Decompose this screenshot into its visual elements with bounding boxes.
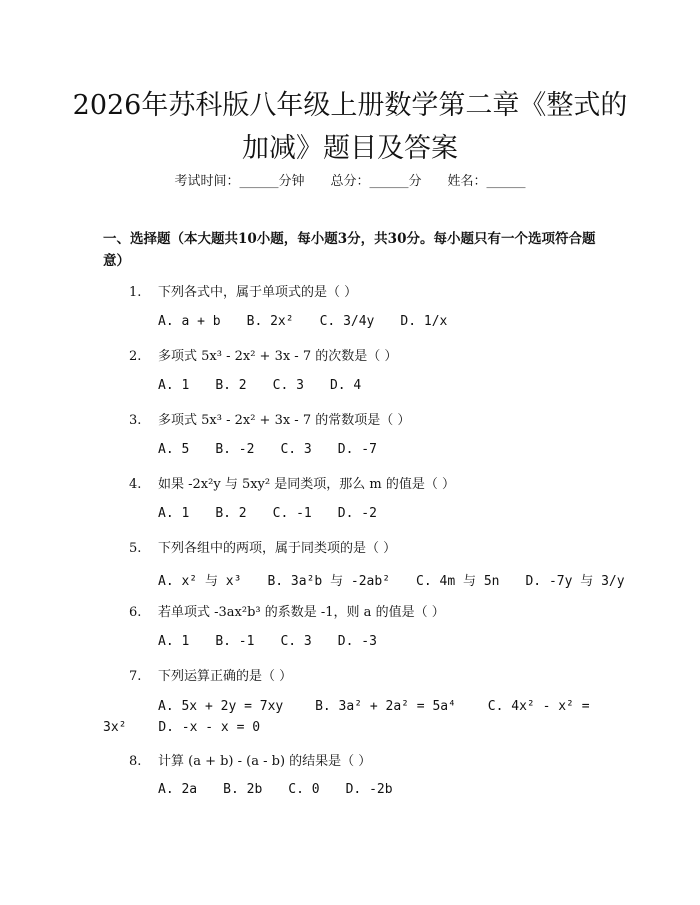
question-stem: 下列各组中的两项，属于同类项的是（ ） [158,541,397,556]
option-d: D. -2 [337,506,377,521]
option-a: A. 1 [158,506,190,521]
option-b: B. 2 [215,378,247,393]
question-stem: 多项式 5x³ - 2x² + 3x - 7 的常数项是（ ） [158,413,411,428]
question-stem: 下列运算正确的是（ ） [158,669,293,684]
option-c: C. 3 [272,378,304,393]
option-c: C. 4m 与 5n [416,574,500,589]
option-d: D. -3 [337,634,377,649]
question-number: 3. [129,413,142,428]
question-number: 1. [129,285,142,300]
option-a: A. 5 [158,442,190,457]
option-c: C. 3 [280,634,312,649]
question-8 [129,750,371,769]
option-d: D. -2b [345,782,393,797]
option-c: C. 4x² - x² = 3x² [103,699,590,735]
option-b: B. 3a²b 与 -2ab² [267,574,391,589]
page-title: 2026年苏科版八年级上册数学第二章《整式的加减》题目及答案 [72,90,628,164]
question-number: 7. [129,669,142,684]
question-1-options [158,314,473,329]
question-4 [129,473,455,492]
question-1 [129,281,357,300]
option-b: B. 2b [223,782,263,797]
option-b: B. -2 [215,442,255,457]
exam-time-label: 考试时间：______分钟 [174,174,305,189]
question-5 [129,537,396,556]
option-d: D. -7y 与 3/y [525,574,625,589]
question-2-options [158,378,387,393]
question-stem: 多项式 5x³ - 2x² + 3x - 7 的次数是（ ） [158,349,398,364]
question-number: 2. [129,349,142,364]
question-7-options [103,696,603,738]
option-a: A. 5x + 2y = 7xy [158,699,284,714]
option-a: A. 1 [158,378,190,393]
section-heading: 一、选择题（本大题共10小题，每小题3分，共30分。每小题只有一个选项符合题意） [103,231,596,269]
question-5-options [158,570,625,589]
option-a: A. x² 与 x³ [158,574,242,589]
option-b: B. 2 [215,506,247,521]
question-8-options [158,782,419,797]
option-d: D. -x - x = 0 [158,720,261,735]
question-number: 4. [129,477,142,492]
option-c: C. 3 [280,442,312,457]
question-6 [129,601,445,620]
question-stem: 若单项式 -3ax²b³ 的系数是 -1，则 a 的值是（ ） [158,605,445,620]
option-c: C. 0 [288,782,320,797]
question-7 [129,665,292,684]
question-stem: 计算 (a + b) - (a - b) 的结果是（ ） [158,754,372,769]
option-c: C. 3/4y [319,314,375,329]
option-a: A. a + b [158,314,221,329]
question-stem: 下列各式中，属于单项式的是（ ） [158,285,358,300]
option-b: B. -1 [215,634,255,649]
option-c: C. -1 [272,506,312,521]
option-d: D. -7 [337,442,377,457]
question-6-options [158,634,403,649]
question-3 [129,409,410,428]
question-4-options [158,506,403,521]
question-number: 8. [129,754,142,769]
question-2 [129,345,397,364]
option-a: A. 1 [158,634,190,649]
option-d: D. 4 [329,378,362,393]
question-number: 6. [129,605,142,620]
question-stem: 如果 -2x²y 与 5xy² 是同类项，那么 m 的值是（ ） [158,477,455,492]
option-b: B. 3a² + 2a² = 5a⁴ [315,699,456,714]
option-a: A. 2a [158,782,198,797]
option-b: B. 2x² [246,314,294,329]
option-d: D. 1/x [400,314,448,329]
total-score-label: 总分：______分 [330,174,422,189]
question-number: 5. [129,541,142,556]
question-3-options [158,442,403,457]
student-name-label: 姓名：______ [447,174,526,189]
exam-meta [0,170,700,189]
